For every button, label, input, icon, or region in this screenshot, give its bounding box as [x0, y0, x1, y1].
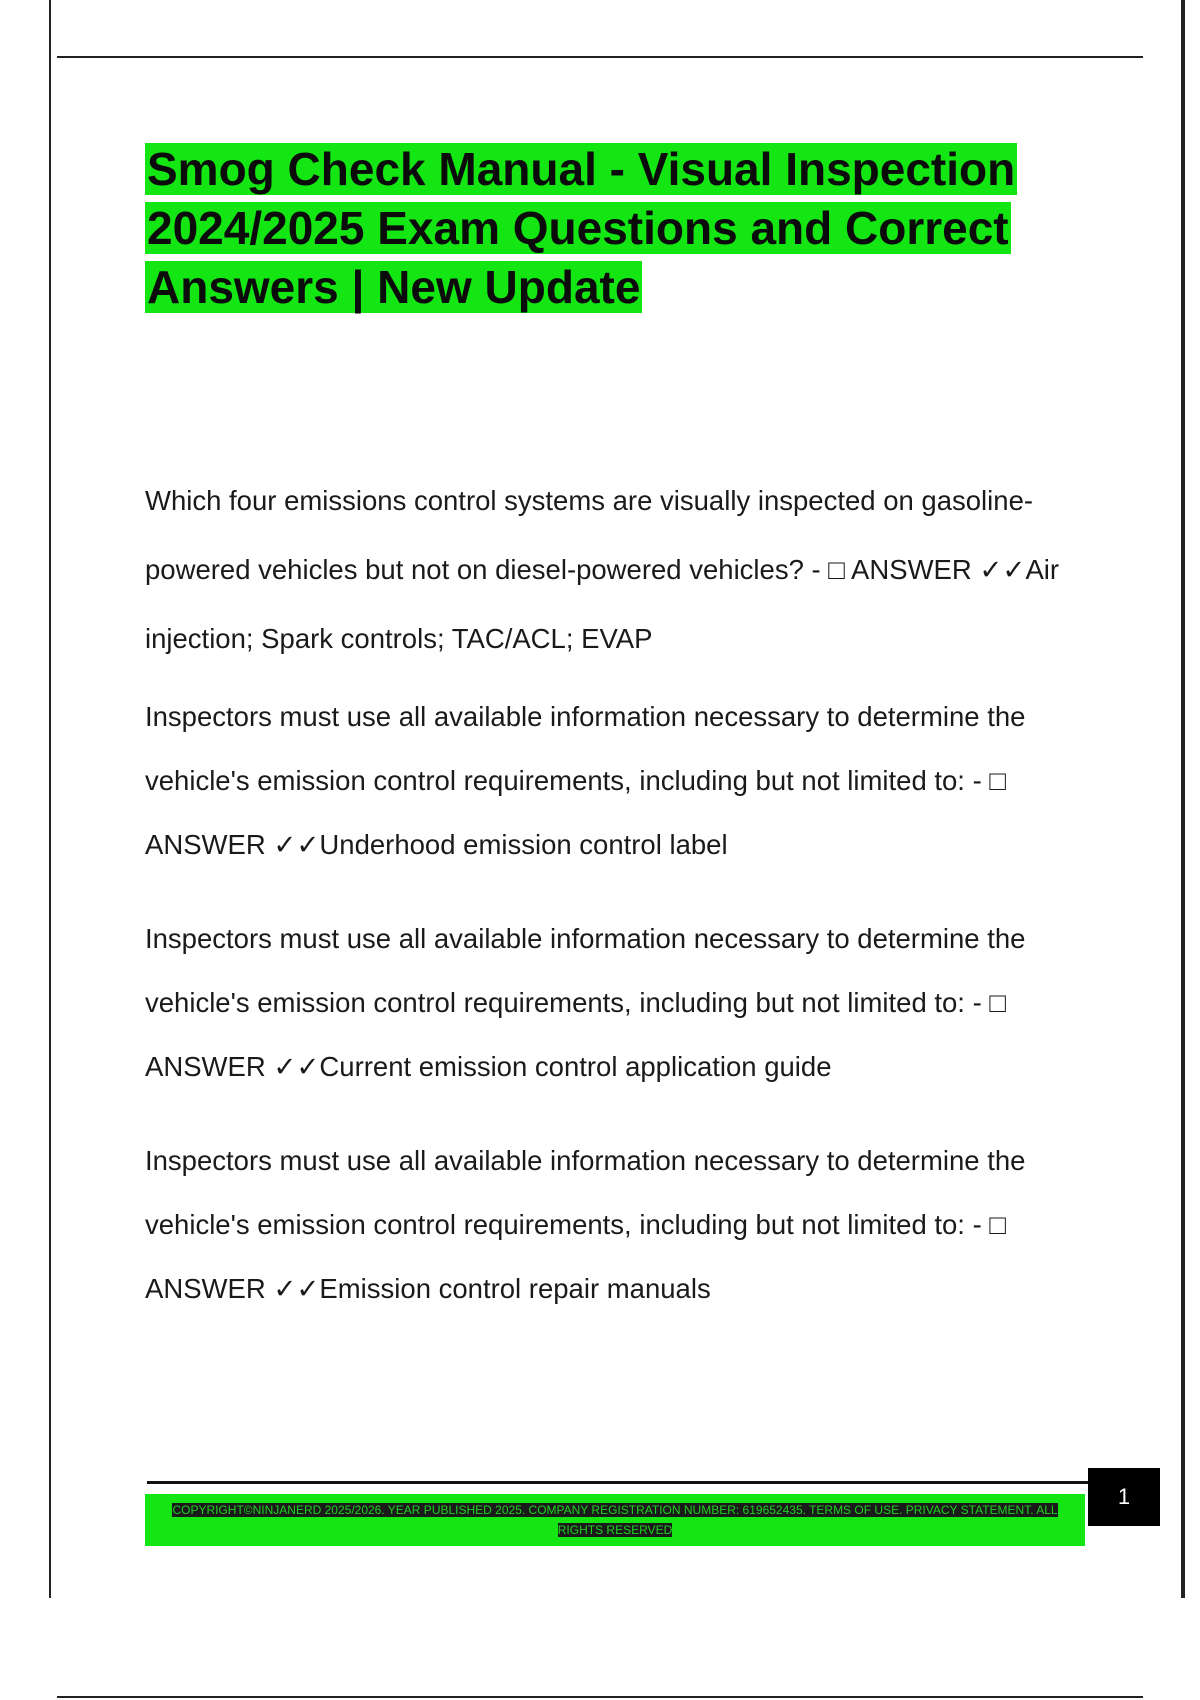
document-title [145, 140, 1085, 317]
page-border-right [1181, 0, 1185, 1598]
page-border-left [49, 0, 51, 1598]
qa-item-4: Inspectors must use all available information necessary to determine the vehicle's emission control requirements, including but not limited to: - □ ANSWER ✓✓Emission control repair manuals [145, 1145, 1026, 1304]
footer-band [145, 1494, 1085, 1546]
page-number: 1 [1088, 1468, 1160, 1526]
bottom-rule [57, 1696, 1143, 1698]
footer-copyright-text: COPYRIGHT©NINJANERD 2025/2026. YEAR PUBLISHED 2025. COMPANY REGISTRATION NUMBER: 619652435. TERMS OF USE. PRIVACY STATEMENT. ALL RIGHTS RESERVED [172, 1503, 1058, 1537]
document-title-text: Smog Check Manual - Visual Inspection 2024/2025 Exam Questions and Correct Answers | New Update [147, 143, 1016, 313]
top-rule [57, 56, 1143, 58]
qa-item-1: Which four emissions control systems are visually inspected on gasoline-powered vehicles but not on diesel-powered vehicles? - □ ANSWER ✓✓Air injection; Spark controls; TAC/ACL; EVAP [145, 485, 1060, 654]
qa-item-3: Inspectors must use all available information necessary to determine the vehicle's emission control requirements, including but not limited to: - □ ANSWER ✓✓Current emission control application guide [145, 923, 1026, 1082]
footer-rule [147, 1481, 1089, 1484]
footer-copyright [165, 1500, 1065, 1540]
qa-item-2: Inspectors must use all available information necessary to determine the vehicle's emission control requirements, including but not limited to: - □ ANSWER ✓✓Underhood emission control label [145, 701, 1026, 860]
